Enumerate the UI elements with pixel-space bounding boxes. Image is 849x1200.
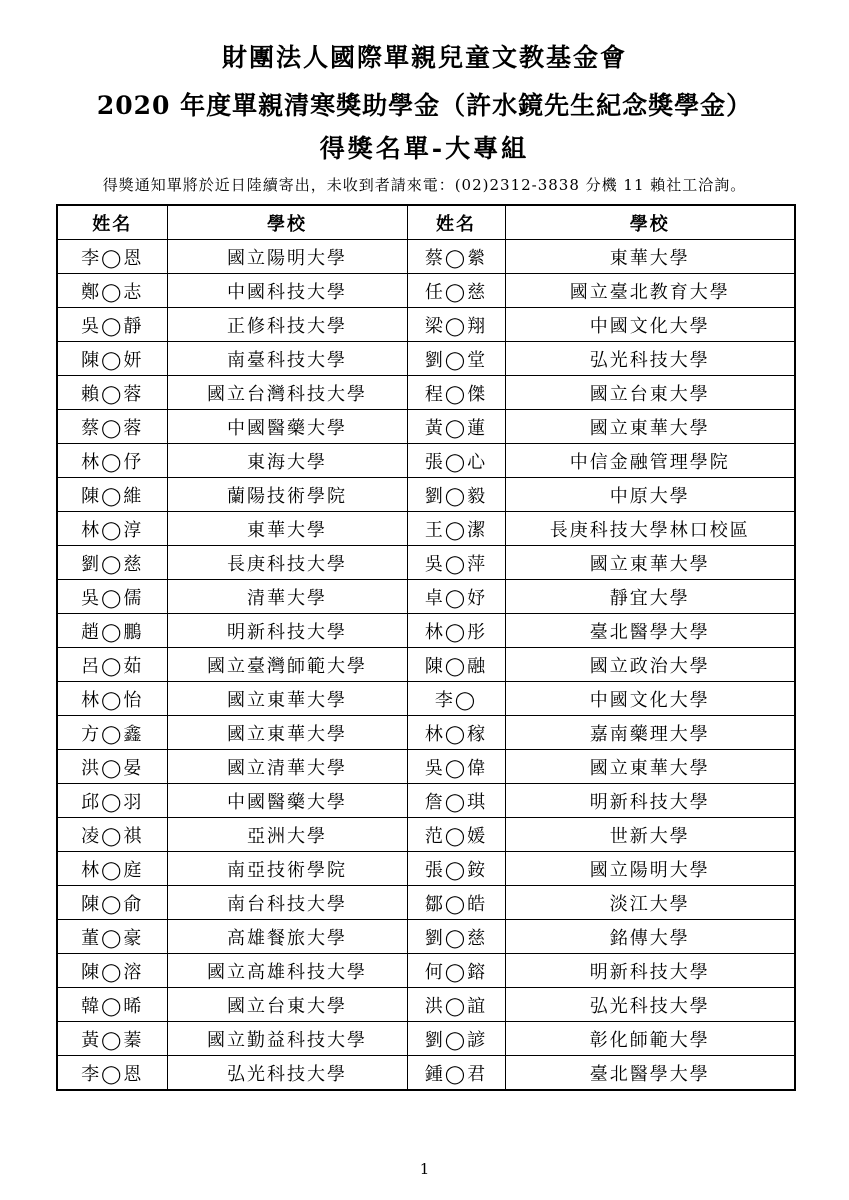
cell-school-left: 長庚科技大學 <box>167 546 407 580</box>
cell-name-right: 李◯ <box>407 682 505 716</box>
table-row <box>57 750 795 784</box>
cell-name-right: 任◯慈 <box>407 274 505 308</box>
cell-school-left: 東海大學 <box>167 444 407 478</box>
cell-school-left: 國立東華大學 <box>167 716 407 750</box>
cell-school-right: 臺北醫學大學 <box>505 614 795 648</box>
cell-school-right: 銘傳大學 <box>505 920 795 954</box>
cell-name-left: 林◯伃 <box>57 444 167 478</box>
cell-name-right: 范◯媛 <box>407 818 505 852</box>
cell-name-right: 何◯鎔 <box>407 954 505 988</box>
cell-name-right: 林◯稼 <box>407 716 505 750</box>
table-row <box>57 478 795 512</box>
cell-school-left: 高雄餐旅大學 <box>167 920 407 954</box>
cell-name-left: 陳◯俞 <box>57 886 167 920</box>
cell-name-left: 林◯庭 <box>57 852 167 886</box>
cell-name-left: 蔡◯蓉 <box>57 410 167 444</box>
cell-name-right: 吳◯萍 <box>407 546 505 580</box>
scholarship-title: 2020 年度單親清寒獎助學金（許水鏡先生紀念獎學金） <box>96 91 753 120</box>
table-row <box>57 886 795 920</box>
cell-school-right: 中信金融管理學院 <box>505 444 795 478</box>
cell-school-right: 嘉南藥理大學 <box>505 716 795 750</box>
cell-school-right: 國立陽明大學 <box>505 852 795 886</box>
cell-name-right: 吳◯偉 <box>407 750 505 784</box>
cell-school-right: 中原大學 <box>505 478 795 512</box>
cell-name-left: 陳◯妍 <box>57 342 167 376</box>
table-row <box>57 240 795 274</box>
table-row <box>57 920 795 954</box>
cell-school-right: 國立東華大學 <box>505 750 795 784</box>
table-row <box>57 580 795 614</box>
table-row <box>57 852 795 886</box>
table-row <box>57 1022 795 1056</box>
header-name-left: 姓名 <box>57 205 167 240</box>
cell-name-right: 劉◯毅 <box>407 478 505 512</box>
cell-name-left: 邱◯羽 <box>57 784 167 818</box>
cell-school-left: 國立高雄科技大學 <box>167 954 407 988</box>
cell-name-left: 董◯豪 <box>57 920 167 954</box>
table-row <box>57 784 795 818</box>
cell-school-right: 明新科技大學 <box>505 784 795 818</box>
cell-school-left: 南臺科技大學 <box>167 342 407 376</box>
cell-name-right: 梁◯翔 <box>407 308 505 342</box>
cell-name-right: 黃◯蓮 <box>407 410 505 444</box>
cell-school-left: 國立陽明大學 <box>167 240 407 274</box>
cell-school-left: 國立台灣科技大學 <box>167 376 407 410</box>
cell-name-right: 林◯彤 <box>407 614 505 648</box>
cell-name-right: 張◯銨 <box>407 852 505 886</box>
table-row <box>57 512 795 546</box>
cell-name-left: 賴◯蓉 <box>57 376 167 410</box>
table-row <box>57 342 795 376</box>
cell-school-left: 中國醫藥大學 <box>167 784 407 818</box>
cell-school-right: 弘光科技大學 <box>505 342 795 376</box>
cell-name-left: 凌◯祺 <box>57 818 167 852</box>
cell-school-right: 弘光科技大學 <box>505 988 795 1022</box>
cell-school-left: 蘭陽技術學院 <box>167 478 407 512</box>
cell-name-right: 鍾◯君 <box>407 1056 505 1091</box>
cell-name-right: 劉◯諺 <box>407 1022 505 1056</box>
cell-school-left: 國立清華大學 <box>167 750 407 784</box>
cell-name-left: 鄭◯志 <box>57 274 167 308</box>
cell-school-left: 南台科技大學 <box>167 886 407 920</box>
cell-school-right: 世新大學 <box>505 818 795 852</box>
table-row <box>57 614 795 648</box>
cell-school-left: 國立台東大學 <box>167 988 407 1022</box>
cell-school-left: 清華大學 <box>167 580 407 614</box>
cell-school-left: 正修科技大學 <box>167 308 407 342</box>
cell-school-left: 亞洲大學 <box>167 818 407 852</box>
page-number: 1 <box>419 1160 430 1178</box>
cell-school-right: 國立東華大學 <box>505 546 795 580</box>
cell-name-right: 卓◯妤 <box>407 580 505 614</box>
cell-name-left: 洪◯晏 <box>57 750 167 784</box>
table-row <box>57 376 795 410</box>
table-row <box>57 648 795 682</box>
table-row <box>57 988 795 1022</box>
cell-school-left: 國立勤益科技大學 <box>167 1022 407 1056</box>
cell-name-left: 黃◯蓁 <box>57 1022 167 1056</box>
cell-school-left: 明新科技大學 <box>167 614 407 648</box>
cell-school-left: 中國醫藥大學 <box>167 410 407 444</box>
cell-school-right: 國立政治大學 <box>505 648 795 682</box>
cell-school-right: 淡江大學 <box>505 886 795 920</box>
cell-name-right: 陳◯融 <box>407 648 505 682</box>
cell-name-right: 鄒◯皓 <box>407 886 505 920</box>
table-row <box>57 682 795 716</box>
cell-name-left: 陳◯維 <box>57 478 167 512</box>
cell-name-right: 王◯潔 <box>407 512 505 546</box>
cell-name-left: 陳◯溶 <box>57 954 167 988</box>
cell-name-left: 呂◯茹 <box>57 648 167 682</box>
cell-school-left: 國立臺灣師範大學 <box>167 648 407 682</box>
header-name-right: 姓名 <box>407 205 505 240</box>
table-row <box>57 818 795 852</box>
cell-school-right: 國立臺北教育大學 <box>505 274 795 308</box>
cell-school-left: 東華大學 <box>167 512 407 546</box>
cell-name-left: 吳◯儒 <box>57 580 167 614</box>
cell-school-right: 長庚科技大學林口校區 <box>505 512 795 546</box>
cell-school-right: 臺北醫學大學 <box>505 1056 795 1091</box>
cell-name-right: 洪◯誼 <box>407 988 505 1022</box>
winners-table <box>56 204 796 1091</box>
cell-school-right: 靜宜大學 <box>505 580 795 614</box>
table-row <box>57 954 795 988</box>
cell-name-left: 李◯恩 <box>57 240 167 274</box>
header-school-right: 學校 <box>505 205 795 240</box>
table-row <box>57 716 795 750</box>
cell-name-left: 林◯淳 <box>57 512 167 546</box>
cell-school-right: 東華大學 <box>505 240 795 274</box>
winners-table-body <box>57 240 795 1091</box>
cell-name-right: 詹◯琪 <box>407 784 505 818</box>
cell-school-right: 彰化師範大學 <box>505 1022 795 1056</box>
cell-name-left: 韓◯晞 <box>57 988 167 1022</box>
cell-school-right: 國立東華大學 <box>505 410 795 444</box>
cell-school-left: 弘光科技大學 <box>167 1056 407 1091</box>
cell-name-left: 劉◯慈 <box>57 546 167 580</box>
table-row <box>57 410 795 444</box>
foundation-title: 財團法人國際單親兒童文教基金會 <box>221 43 627 72</box>
cell-school-left: 國立東華大學 <box>167 682 407 716</box>
cell-name-left: 李◯恩 <box>57 1056 167 1091</box>
header-school-left: 學校 <box>167 205 407 240</box>
cell-school-left: 中國科技大學 <box>167 274 407 308</box>
table-row <box>57 546 795 580</box>
table-row <box>57 1056 795 1091</box>
cell-school-right: 中國文化大學 <box>505 682 795 716</box>
table-row <box>57 308 795 342</box>
notification-notice: 得獎通知單將於近日陸續寄出，未收到者請來電：(02)2312-3838 分機 11 賴社工洽詢。 <box>102 176 747 194</box>
cell-school-right: 明新科技大學 <box>505 954 795 988</box>
cell-name-left: 趙◯鵬 <box>57 614 167 648</box>
table-row <box>57 274 795 308</box>
table-row <box>57 444 795 478</box>
cell-name-right: 劉◯慈 <box>407 920 505 954</box>
cell-school-right: 國立台東大學 <box>505 376 795 410</box>
cell-name-right: 程◯傑 <box>407 376 505 410</box>
winners-list-title: 得獎名單-大專組 <box>319 134 530 163</box>
cell-school-left: 南亞技術學院 <box>167 852 407 886</box>
cell-name-right: 劉◯堂 <box>407 342 505 376</box>
cell-name-left: 林◯怡 <box>57 682 167 716</box>
cell-name-left: 吳◯靜 <box>57 308 167 342</box>
cell-name-left: 方◯鑫 <box>57 716 167 750</box>
cell-school-right: 中國文化大學 <box>505 308 795 342</box>
cell-name-right: 蔡◯縈 <box>407 240 505 274</box>
table-header-row <box>57 205 795 240</box>
cell-name-right: 張◯心 <box>407 444 505 478</box>
